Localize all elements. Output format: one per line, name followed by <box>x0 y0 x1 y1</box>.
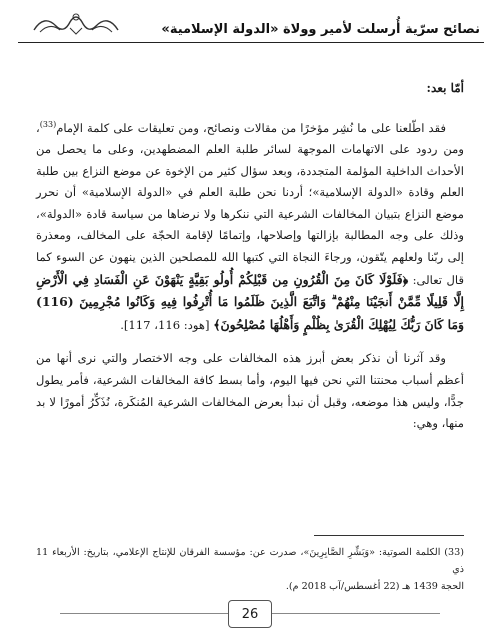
main-text <box>36 78 464 435</box>
footnote-line-1: (33) الكلمة الصوتية: «وَبَشِّرِ الصَّابِرِينَ»، صدرت عن: مؤسسة الفرقان للإنتاج الإعلامي، بتاريخ: الأربعاء 11 ذي <box>36 547 464 575</box>
quran-verse: ﴿فَلَوْلَا كَانَ مِنَ الْقُرُونِ مِن قَبْلِكُمْ أُولُو بَقِيَّةٍ يَنْهَوْنَ عَنِ الْفَسَادِ فِي الْأَرْضِ إِلَّا قَلِيلًا مِّمَّنْ أَنجَيْنَا مِنْهُمْ ۗ وَاتَّبَعَ الَّذِينَ ظَلَمُوا مَا أُتْرِفُوا فِيهِ وَكَانُوا مُجْرِمِينَ (116) وَمَا كَانَ رَبُّكَ لِيُهْلِكَ الْقُرَىٰ بِظُلْمٍ وَأَهْلُهَا مُصْلِحُونَ﴾ <box>36 271 464 332</box>
paragraph-1 <box>36 114 464 337</box>
paragraph-1-body: ، ومن ردود على الاتهامات الموجهة لسائر طلبة العلم المضطهدين، وعلى ما يحصل من الأحداث الداخلية المؤلمة المتجددة، وبعد سؤال كثير من الإخوة عن موضع النزاع بين طلبة العلم وقادة «الدولة الإسلامية»؛ أردنا نحن طلبة العلم في «الدولة الإسلامية» أن نحرر موضع النزاع بتبيان المخالفات الشرعية التي ننكرها ولا نرضاها من سياسة قادة «الدولة»، وذلك على وجه المطالبة بإزالتها وإصلاحها، وإتمامًا لإقامة الحجّة على المخالف، ومعذرة إلى ربّنا ولعلهم يتّقون، ورجاءَ النجاة التي كتبها الله للمصلحين الذين ينهون عن السوء كما قال تعالى: <box>36 120 465 287</box>
header-title: نصائح سرّية أُرسلت لأمير وولاة «الدولة الإسلامية» <box>161 22 480 37</box>
salutation: أمّا بعد: <box>426 81 464 95</box>
paragraph-1-opening: فقد اطّلعنا على ما نُشِر مؤخرًا من مقالات ونصائح، ومن تعليقات على كلمة الإمام <box>56 120 446 135</box>
page-number: 26 <box>228 600 272 628</box>
paragraph-2: وقد آثرنا أن نذكر بعض أبرز هذه المخالفات على وجه الاختصار والتي نرى أنها من أعظم أسباب محنتنا التي نحن فيها اليوم، وأما بسط كافة المخالفات الشرعية، فأمر يطول جدًّا، وليس هذا موضعه، وقبل أن نبدأ بعرض المخالفات الشرعية المُنكَرة، نُذَكِّرُ أمورًا لا بد منها، وهي: <box>36 351 464 431</box>
header-divider <box>18 42 484 43</box>
footnote-line-2: الحجة 1439 هـ (22 أغسطس/آب 2018 م). <box>285 581 464 592</box>
footnote <box>36 544 464 595</box>
footnote-divider <box>314 535 464 536</box>
running-header <box>18 8 484 46</box>
footnote-ref: (33) <box>39 119 57 129</box>
decorative-ornament <box>30 8 122 38</box>
verse-reference: [هود: 116، 117]. <box>120 317 210 332</box>
